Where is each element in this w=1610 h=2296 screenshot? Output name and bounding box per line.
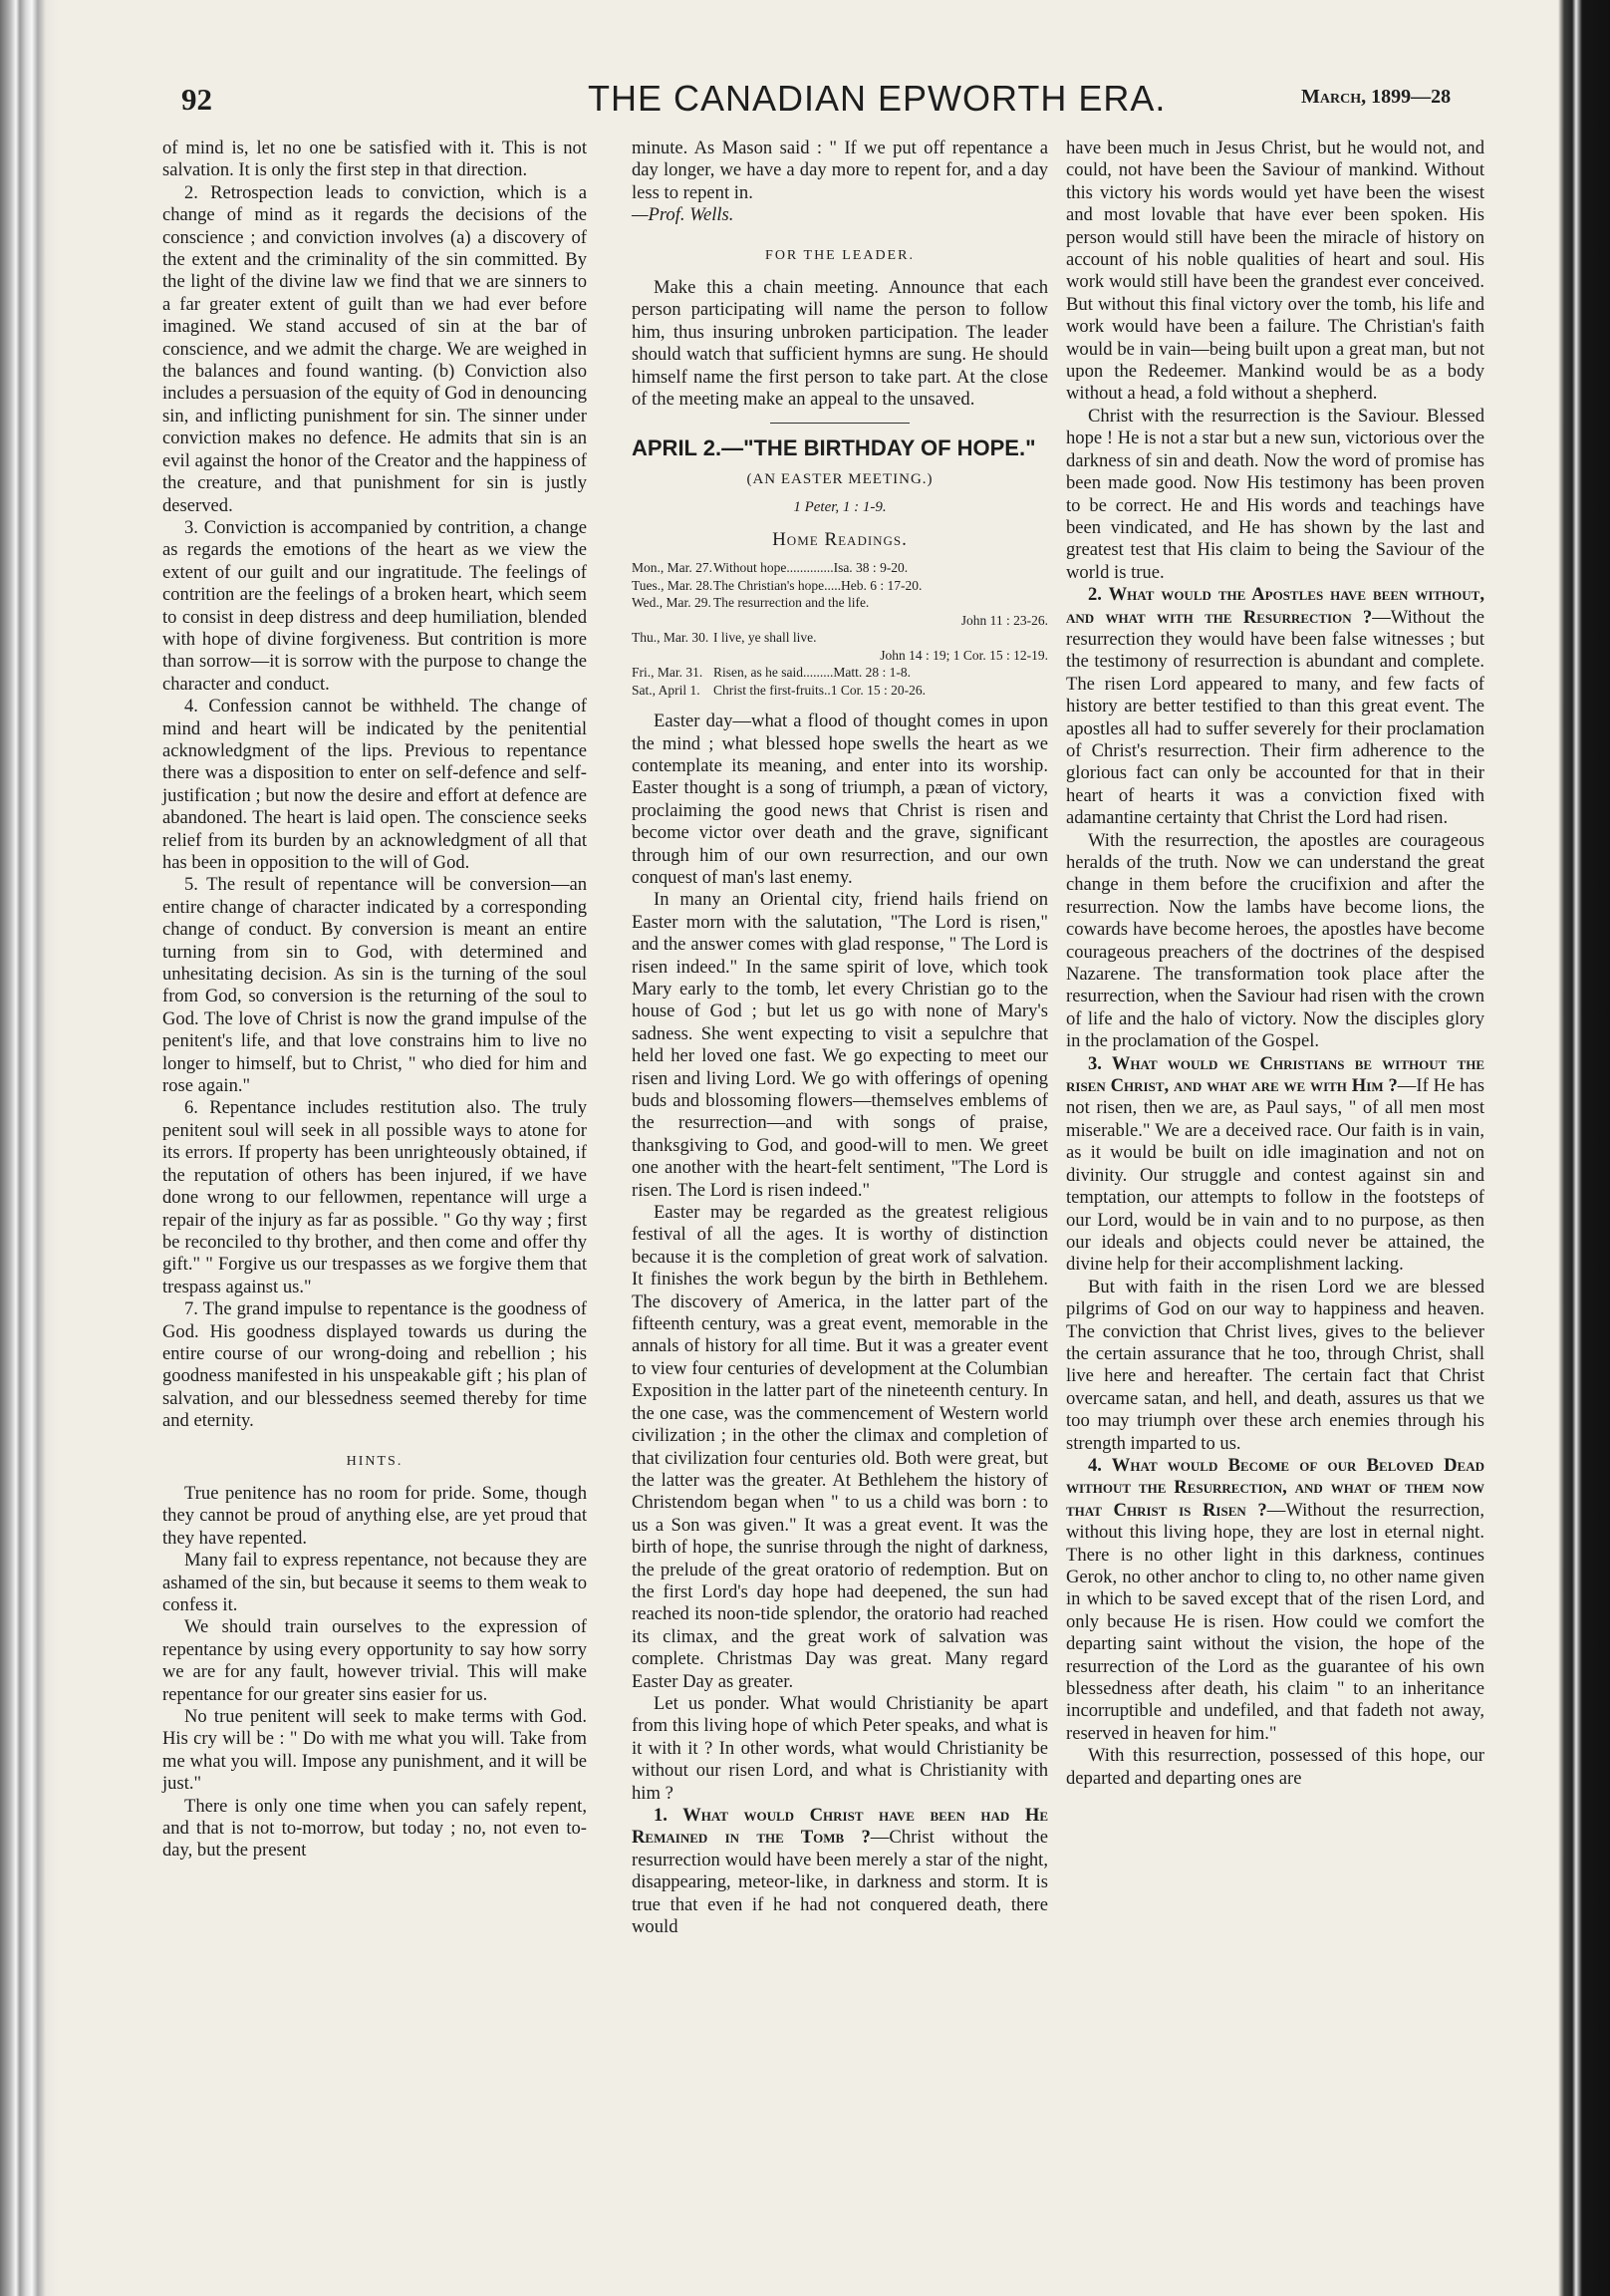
paragraph: 5. The result of repentance will be conversion—an entire change of character indicated by a corresponding change of conduct. By conversion is meant an entire turning from sin to God, with determined and unhesitating decision. As sin is the turning of the soul from God, so conversion is the returning of the soul to God. The love of Christ is now the grand impulse of the penitent's life, and that love constrains him to live no longer to himself, but to Christ, " who died for him and rose again." (162, 874, 587, 1097)
book-binding-edge (0, 0, 58, 2296)
readings-list (632, 559, 1048, 699)
reading-day: Tues., Mar. 28. (632, 577, 713, 593)
question-lead: 2. What would the Apostles have been without, and what with the Resurrection ? (1066, 584, 1484, 628)
column-right (1066, 138, 1484, 1790)
home-readings-heading: Home Readings. (772, 528, 908, 550)
paragraph: With the resurrection, the apostles are courageous heralds of the truth. Now we can understand the great change in them before the crucifixion and after the resurrection. Now the lambs have become lions, the cowards have become heroes, the apostles have become courageous preachers of the doctrines of the despised Nazarene. The transformation took place after the resurrection, when the Saviour had risen with the crown of life and the halo of victory. Now the disciples glory in the proclamation of the Gospel. (1066, 829, 1484, 1052)
paragraph-text: —Without the resurrection they would have been false witnesses ; but the testimony of resurrection is abundant and complete. The risen Lord appeared to many, and few facts of history are better testified to than this great event. The apostles all had to suffer severely for their proclamation of Christ's resurrection. Their firm adherence to the glorious fact can only be accounted for that in their heart of hearts it was a conviction fixed with adamantine certainty that Christ the Lord had risen. (1066, 606, 1484, 829)
leader-heading: FOR THE LEADER. (765, 247, 915, 263)
reading-text: The Christian's hope.....Heb. 6 : 17-20. (713, 577, 923, 593)
paragraph: 3. Conviction is accompanied by contrition, a change as regards the emotions of the heart as we view the extent of our guilt and our ingratitude. The feelings of contrition are the feelings of a broken heart, which seem to consist in deep distress and deep humiliation, blended with hope of divine forgiveness. But contrition is more than sorrow—it is sorrow with the purpose to change the character and conduct. (162, 516, 587, 695)
paragraph (632, 1805, 1048, 1938)
paragraph: 6. Repentance includes restitution also. The truly penitent soul will seek in all possible ways to atone for its errors. If property has been unrighteously obtained, if the reputation of others has been injured, if we have done wrong to our fellowmen, repentance will urge a repair of the injury as far as possible. " Go thy way ; first be reconciled to thy brother, and then come and offer thy gift." " Forgive us our trespasses as we forgive them that trespass against us." (162, 1097, 587, 1297)
reading-day: Mon., Mar. 27. (632, 560, 712, 576)
reading-ref: John 11 : 23-26. (960, 612, 1048, 628)
meeting-subtitle: (AN EASTER MEETING.) (746, 470, 934, 487)
question-lead: 4. What would Become of our Beloved Dead without the Resurrection, and what of them now that Christ is Risen ? (1066, 1454, 1484, 1521)
paragraph-text: —Christ without the resurrection would have been merely a star of the night, disappearing, meteor-like, in darkness and storm. It is true that even if he had not conquered death, there would (632, 1827, 1048, 1938)
question-lead: 3. What would we Christians be without the risen Christ, and what are we with Him ? (1066, 1052, 1484, 1097)
paragraph: Make this a chain meeting. Announce that each person participating will name the person to follow him, thus insuring unbroken participation. The leader should watch that sufficient hymns are sung. He should himself name the first person to take part. At the close of the meeting make an appeal to the unsaved. (632, 277, 1048, 411)
reading-text: Risen, as he said.........Matt. 28 : 1-8. (713, 665, 911, 681)
reading-day: Fri., Mar. 31. (632, 665, 703, 681)
paragraph-text: —Without the resurrection, without this living hope, they are lost in eternal night. There is no other light in this darkness, continues Gerok, no other anchor to cling to, no other name given in which to be saved except that of the risen Lord, and only because He is risen. How could we comfort the departing saint without the vision, the hope of the resurrection of the Lord as the guarantee of his own blessedness after death, his claim " to an inheritance incorruptible and undefiled, and that fadeth not away, reserved in heaven for him." (1066, 1499, 1484, 1744)
reading-day: Thu., Mar. 30. (632, 630, 709, 646)
page-edge-shadow (1558, 0, 1610, 2296)
column-middle (632, 138, 1048, 1938)
paragraph: With this resurrection, possessed of this hope, our departed and departing ones are (1066, 1745, 1484, 1789)
divider-rule (770, 423, 910, 424)
paragraph: There is only one time when you can safely repent, and that is not to-morrow, but today ; no, not even to-day, but the present (162, 1795, 587, 1862)
attribution: —Prof. Wells. (632, 204, 734, 226)
reading-row (632, 682, 1048, 700)
reading-text: The resurrection and the life. (713, 595, 870, 611)
reading-row (632, 629, 1048, 664)
paragraph: of mind is, let no one be satisfied with it. This is not salvation. It is only the first step in that direction. (162, 138, 587, 181)
paragraph: Many fail to express repentance, not because they are ashamed of the sin, but because it seems to them weak to confess it. (162, 1550, 587, 1615)
paragraph: have been much in Jesus Christ, but he would not, and could, not have been the Saviour of mankind. Without this victory his words would yet have been the wisest and most lovable that have ever been spoken. His person would still have been the miracle of history on account of his noble qualities of heart and soul. His work would still have been the grandest ever conceived. But without this final victory over the tomb, his life and work would have been a failure. The Christian's faith would be in vain—being built upon a great man, but not upon the Redeemer. Mankind would be as a body without a head, a fold without a shepherd. (1066, 138, 1484, 405)
reading-row (632, 559, 1048, 577)
reading-day: Sat., April 1. (632, 682, 700, 698)
paragraph (632, 138, 1048, 227)
hints-heading: HINTS. (346, 1453, 403, 1469)
reading-row (632, 577, 1048, 595)
scripture-reference: 1 Peter, 1 : 1-9. (793, 499, 887, 516)
meeting-title: APRIL 2.—"THE BIRTHDAY OF HOPE." (632, 435, 1036, 461)
paragraph: True penitence has no room for pride. Some, though they cannot be proud of anything else, are yet proud that they have repented. (162, 1482, 587, 1549)
reading-text: I live, ye shall live. (713, 630, 817, 646)
paragraph: Easter may be regarded as the greatest religious festival of all the ages. It is worthy of distinction because it is the completion of great work of salvation. It finishes the work begun by the birth in Bethlehem. The discovery of America, in the latter part of the fifteenth century, was a great event, memorable in the annals of history for all time. But it was a greater event to view four centuries of development at the Columbian Exposition in the latter part of the nineteenth century. In the one case, was the commencement of Western world civilization ; in the other the climax and completion of that civilization four centuries old. Both were great, but the latter was the greater. At Bethlehem the history of Christendom began when " to us a child was born : to us a Son was given." It was a great event. It was the birth of hope, the sunrise through the night of darkness, the prelude of the great oratorio of redemption. But on the first Lord's day hope had deepened, the sun had reached its noon-tide splendor, the oratorio had reached its climax, and the great work of salvation was complete. Christmas Day was great. Many regard Easter Day as greater. (632, 1202, 1048, 1692)
paragraph: 4. Confession cannot be withheld. The change of mind and heart will be indicated by the penitential acknowledgment of the lips. Previous to repentance there was a disposition to enter on self-defence and self-justification ; but now the desire and effort at defence are abandoned. The heart is laid open. The conscience seeks relief from its burden by an acknowledgment of all that has been in opposition to the will of God. (162, 696, 587, 873)
issue-date: March, 1899—28 (1301, 86, 1452, 108)
question-lead: 1. What would Christ have been had He Remained in the Tomb ? (632, 1805, 1048, 1849)
paragraph: Easter day—what a flood of thought comes in upon the mind ; what blessed hope swells the heart as we contemplate its meaning, and enter into its worship. Easter thought is a song of triumph, a pæan of victory, proclaiming the good news that Christ is risen and become victor over death and the grave, significant through him of our own resurrection, and our own conquest of man's last enemy. (632, 711, 1048, 888)
paragraph (1066, 1053, 1484, 1277)
paragraph: We should train ourselves to the expression of repentance by using every opportunity to say how sorry we are for any fault, however trivial. This will make repentance for our greater sins easier for us. (162, 1616, 587, 1705)
paragraph: In many an Oriental city, friend hails friend on Easter morn with the salutation, "The Lord is risen," and the answer comes with glad response, " The Lord is risen indeed." In the same spirit of love, which took Mary early to the tomb, let every Christian go to the house of God ; but let us go with none of Mary's sadness. She went expecting to visit a sepulchre that held her loved one fast. We go expecting to meet our risen and living Lord. We go with offerings of opening buds and blossoming flowers—themselves emblems of the resurrection—and with songs of praise, thanksgiving to God, and good-will to men. We greet one another with the heart-felt sentiment, "The Lord is risen. The Lord is risen indeed." (632, 889, 1048, 1201)
paragraph: 2. Retrospection leads to conviction, which is a change of mind as it regards the decisions of the conscience ; and conviction involves (a) a discovery of the extent and the criminality of the sin committed. By the light of the divine law we find that we are sinners to a far greater extent of guilt than we had ever before imagined. We stand accused of sin at the bar of conscience, and we admit the charge. We are weighed in the balances and found wanting. (b) Conviction also includes a persuasion of the equity of God in denouncing sin, and inflicting punishment for sin. The sinner under conviction makes no defence. He admits that sin is an evil against the honor of the Creator and the happiness of the creature, and that punishment for sin is justly deserved. (162, 181, 587, 516)
masthead-title: THE CANADIAN EPWORTH ERA. (588, 78, 1167, 119)
quote-text: minute. As Mason said : " If we put off repentance a day longer, we have a day more to repent for, and a day less to repent in. (632, 138, 1048, 203)
reading-day: Wed., Mar. 29. (632, 595, 711, 611)
paragraph (1066, 584, 1484, 829)
page-number: 92 (181, 82, 212, 117)
reading-ref: John 14 : 19; 1 Cor. 15 : 12-19. (880, 647, 1048, 663)
paragraph: No true penitent will seek to make terms with God. His cry will be : " Do with me what you will. Take from me what you will. Impose any punishment, and it will be just." (162, 1706, 587, 1795)
paragraph: 7. The grand impulse to repentance is the goodness of God. His goodness displayed towards us during the entire course of our wrong-doing and rebellion ; his goodness manifested in his unspeakable gift ; his plan of salvation, and our blessedness seemed thereby for time and eternity. (162, 1298, 587, 1432)
column-left (162, 138, 587, 1863)
paragraph: Let us ponder. What would Christianity be apart from this living hope of which Peter speaks, and what is it with it ? In other words, what would Christianity be without our risen Lord, and what is Christianity with him ? (632, 1692, 1048, 1804)
paragraph (1066, 1455, 1484, 1745)
reading-row (632, 664, 1048, 682)
paragraph-text: —If He has not risen, then we are, as Paul says, " of all men most miserable." We are a deceived race. Our faith is in vain, as it would be built on idle imagination and not on divinity. Our struggle and contest against sin and temptation, our attempts to follow in the footsteps of our Lord, would be in vain and to no purpose, as then our ideals and objects could never be attained, the divine help for their accomplishment lacking. (1066, 1075, 1484, 1276)
reading-text: Without hope..............Isa. 38 : 9-20. (713, 560, 909, 576)
reading-row (632, 594, 1048, 629)
reading-text: Christ the first-fruits..1 Cor. 15 : 20-26. (713, 682, 926, 698)
paragraph: But with faith in the risen Lord we are blessed pilgrims of God on our way to happiness and heaven. The conviction that Christ lives, gives to the believer the certain assurance that he too, through Christ, shall live here and hereafter. The certain fact that Christ overcame satan, and hell, and death, assures us that we too may triumph over these arch enemies through his strength imparted to us. (1066, 1276, 1484, 1454)
paragraph: Christ with the resurrection is the Saviour. Blessed hope ! He is not a star but a new sun, victorious over the darkness of sin and death. Now the word of promise has been made good. Now His testimony has been proven to be correct. He and His words and teachings have been vindicated, and He has shown by the last and greatest test that His claim to being the Saviour of the world is true. (1066, 405, 1484, 583)
